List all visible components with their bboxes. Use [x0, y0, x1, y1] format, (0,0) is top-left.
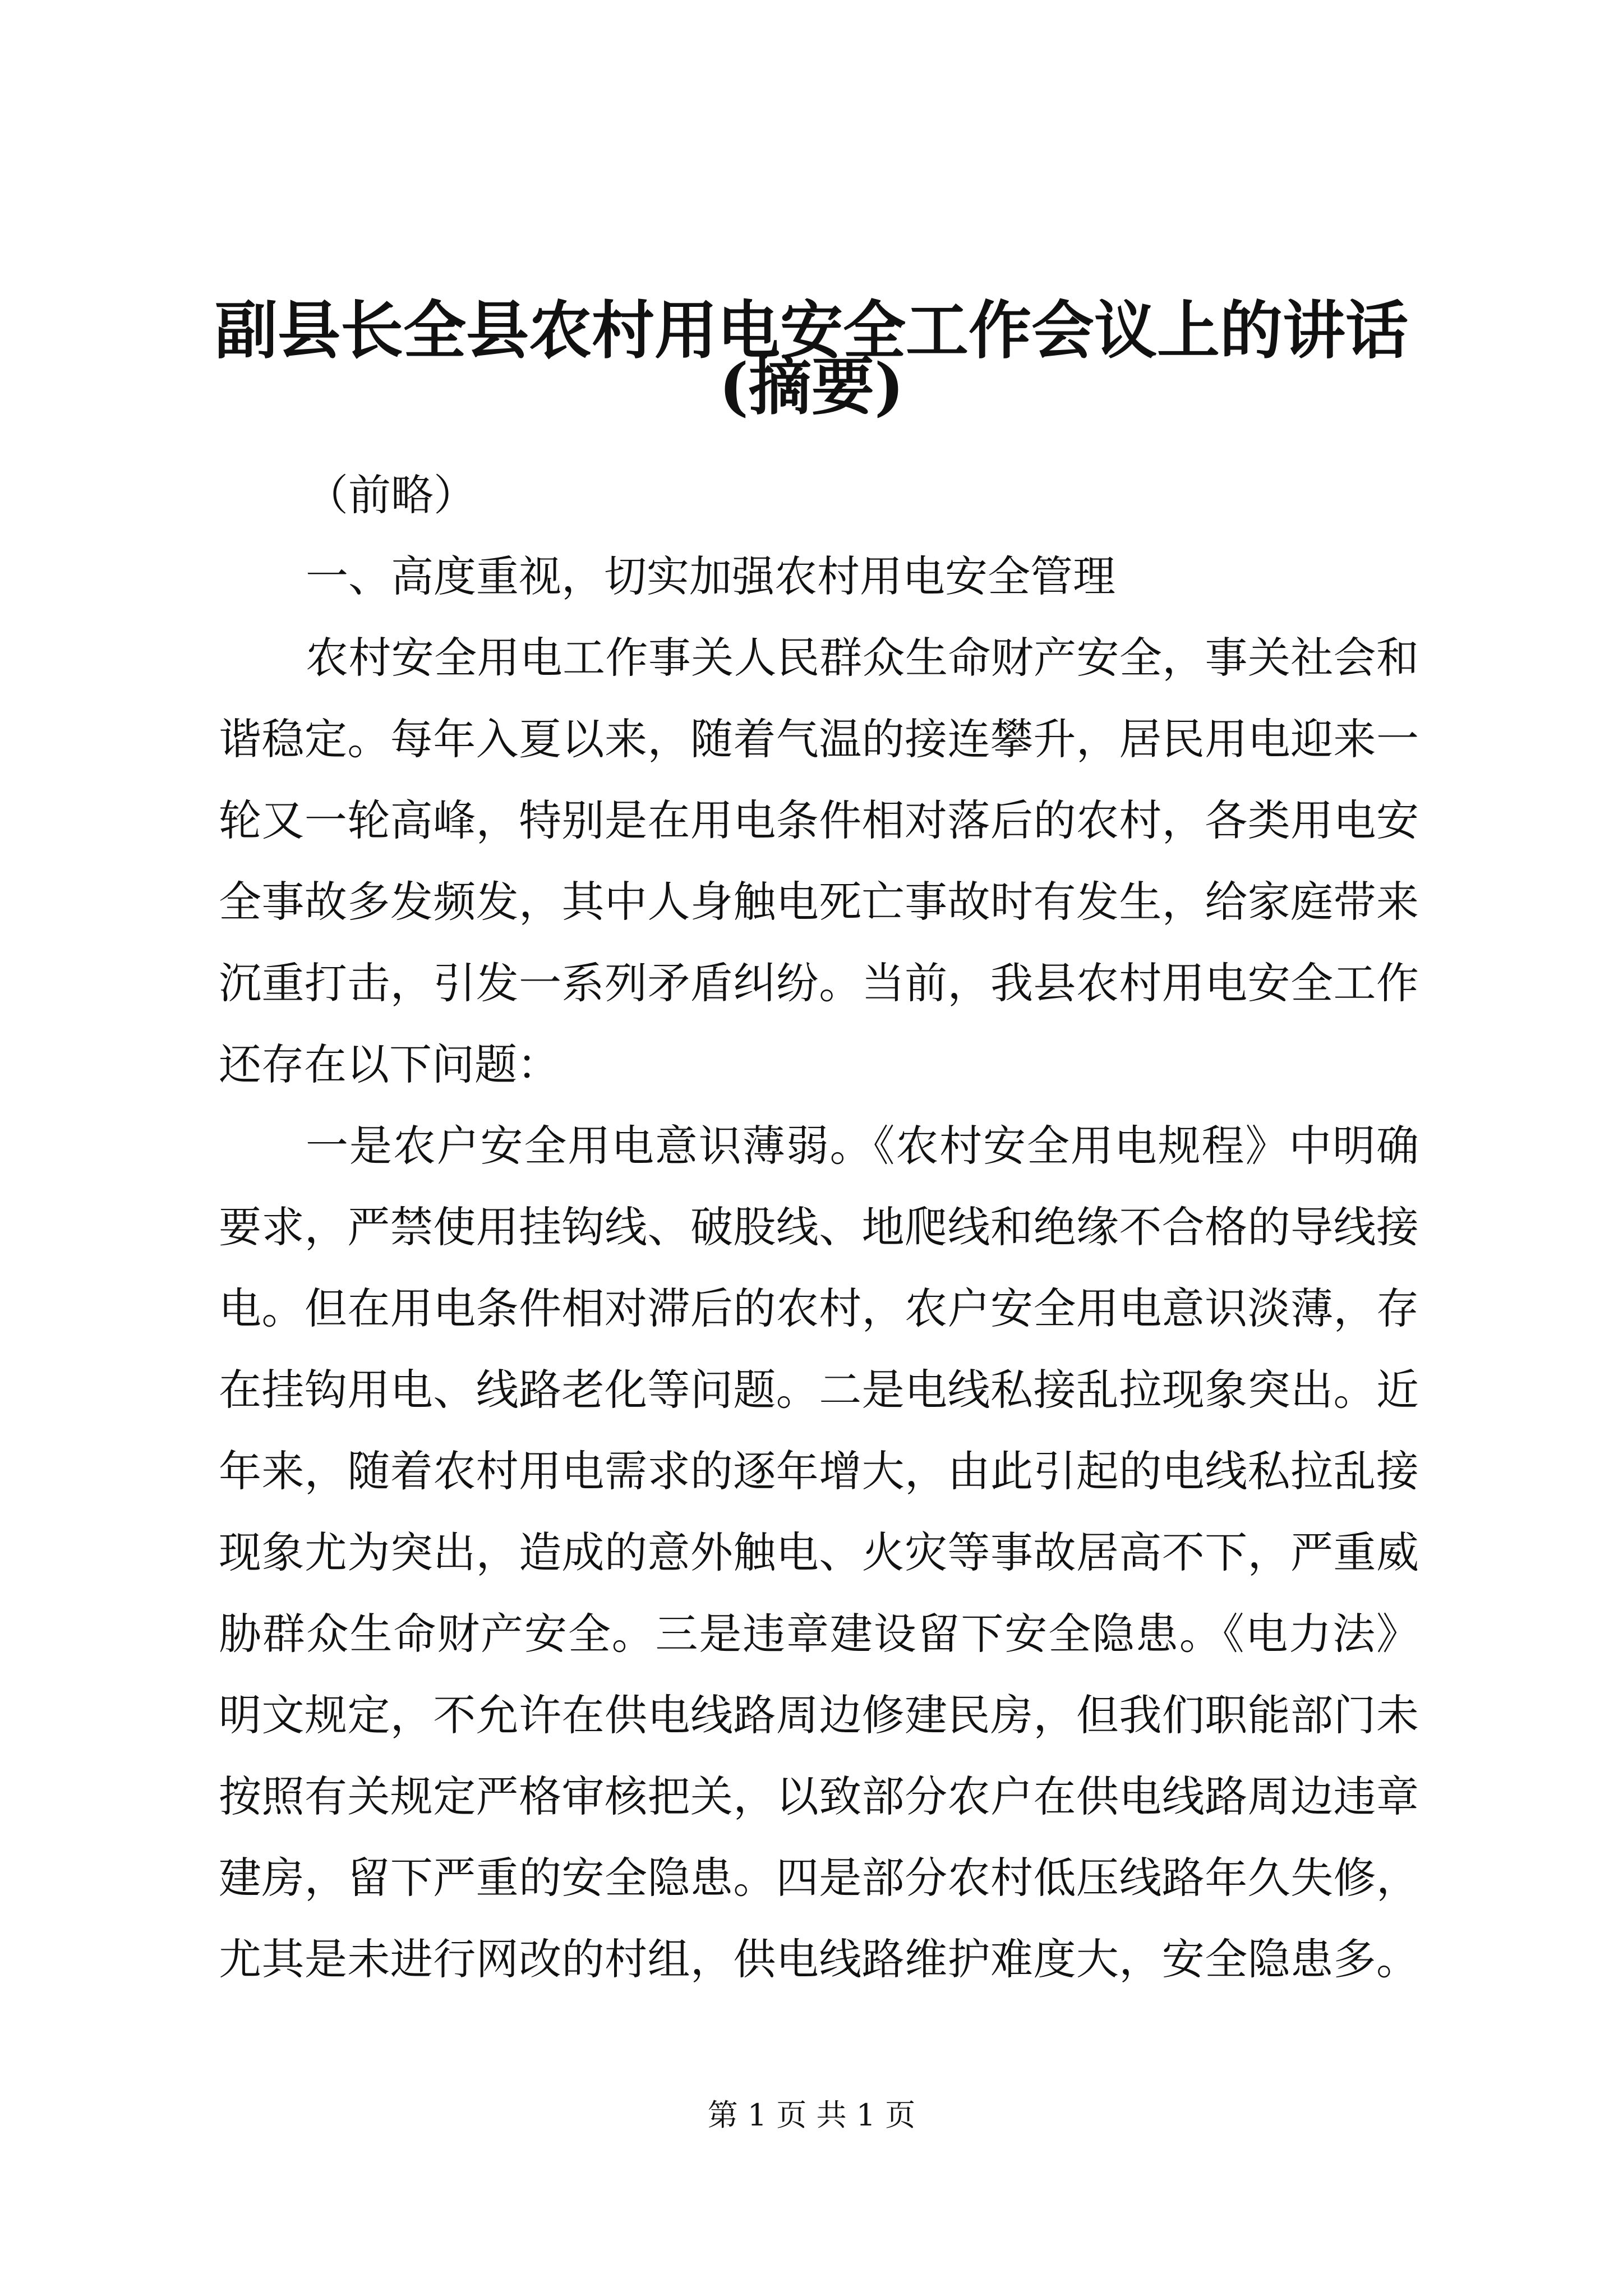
text-line: （前略）	[306, 470, 476, 520]
text-line: 轮又一轮高峰，特别是在用电条件相对落后的农村，各类用电安	[219, 795, 1419, 845]
text-line: 明文规定，不允许在供电线路周边修建民房，但我们职能部门未	[219, 1690, 1419, 1740]
text-line: 沉重打击，引发一系列矛盾纠纷。当前，我县农村用电安全工作	[219, 958, 1419, 1008]
text-line: 建房，留下严重的安全隐患。四是部分农村低压线路年久失修，	[219, 1853, 1419, 1903]
text-line: 农村安全用电工作事关人民群众生命财产安全，事关社会和	[306, 633, 1419, 683]
section-heading: 一、高度重视，切实加强农村用电安全管理	[306, 551, 1115, 601]
document-title-line-2: (摘要)	[719, 350, 904, 424]
text-line: 电。但在用电条件相对滞后的农村，农户安全用电意识淡薄，存	[219, 1283, 1419, 1333]
text-line: 要求，严禁使用挂钩线、破股线、地爬线和绝缘不合格的导线接	[219, 1202, 1419, 1252]
text-line: 一是农户安全用电意识薄弱。《农村安全用电规程》中明确	[306, 1121, 1419, 1171]
document-title-line-1: 副县长全县农村用电安全工作会议上的讲话	[215, 294, 1408, 367]
text-line: 现象尤为突出，造成的意外触电、火灾等事故居高不下，严重威	[219, 1527, 1419, 1577]
text-line: 年来，随着农村用电需求的逐年增大，由此引起的电线私拉乱接	[219, 1446, 1419, 1496]
text-line: 胁群众生命财产安全。三是违章建设留下安全隐患。《电力法》	[219, 1609, 1419, 1659]
text-line: 尤其是未进行网改的村组，供电线路维护难度大，安全隐患多。	[219, 1934, 1419, 1984]
text-line: 按照有关规定严格审核把关，以致部分农户在供电线路周边违章	[219, 1772, 1419, 1821]
text-line: 还存在以下问题：	[219, 1039, 560, 1089]
text-line: 全事故多发频发，其中人身触电死亡事故时有发生，给家庭带来	[219, 877, 1419, 927]
page-footer: 第 1 页 共 1 页	[707, 2097, 916, 2133]
text-line: 在挂钩用电、线路老化等问题。二是电线私接乱拉现象突出。近	[219, 1365, 1419, 1415]
text-line: 谐稳定。每年入夏以来，随着气温的接连攀升，居民用电迎来一	[219, 714, 1419, 764]
